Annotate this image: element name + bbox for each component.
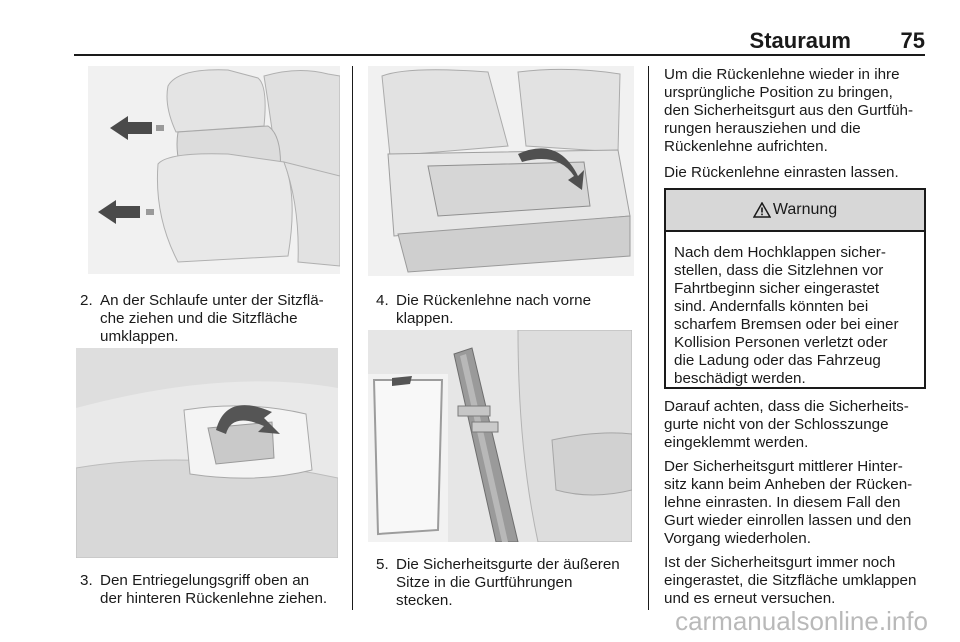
watermark: carmanualsonline.info [675, 606, 928, 636]
warning-title: Warnung [772, 201, 838, 218]
paragraph-retry [664, 554, 928, 608]
step-text [396, 292, 638, 328]
paragraph-engage-backrest [664, 164, 928, 182]
step-3 [80, 572, 342, 610]
text-line: beschädigt werden. [674, 370, 806, 387]
section-title: Stauraum [749, 28, 851, 53]
step-line: umklappen. [100, 328, 179, 345]
step-line: che ziehen und die Sitzfläche [100, 310, 298, 327]
text-line: stellen, dass die Sitzlehnen vor [674, 262, 884, 279]
text-line: eingeklemmt werden. [664, 434, 809, 451]
text-line: Ist der Sicherheitsgurt immer noch [664, 554, 896, 571]
text-line: Darauf achten, dass die Sicherheits- [664, 398, 909, 415]
step-4 [376, 292, 638, 330]
figure-seat-loops [88, 66, 340, 274]
text-line: Kollision Personen verletzt oder [674, 334, 888, 351]
figure-release-handle [76, 348, 338, 558]
step-line: stecken. [396, 592, 453, 609]
figure-belt-guides [368, 330, 632, 542]
text-line: gurte nicht von der Schlosszunge [664, 416, 889, 433]
step-text [100, 572, 342, 608]
text-line: den Sicherheitsgurt aus den Gurtfüh- [664, 102, 914, 119]
text-line: Die Rückenlehne einrasten lassen. [664, 164, 899, 181]
text-line: Vorgang wiederholen. [664, 530, 811, 547]
step-line: Die Sicherheitsgurte der äußeren [396, 556, 620, 573]
step-5 [376, 556, 638, 612]
text-line: ursprüngliche Position zu bringen, [664, 84, 893, 101]
backrest-fold-illustration [368, 66, 634, 276]
text-line: sind. Andernfalls könnten bei [674, 298, 869, 315]
text-line: Rückenlehne aufrichten. [664, 138, 828, 155]
step-number: 5. [376, 556, 389, 573]
warning-box [664, 188, 926, 389]
text-line: eingerastet, die Sitzfläche umklappen [664, 572, 917, 589]
text-line: Nach dem Hochklappen sicher- [674, 244, 886, 261]
text-line: Fahrtbeginn sicher eingerastet [674, 280, 880, 297]
seat-loops-illustration [88, 66, 340, 274]
column-divider-2 [648, 66, 649, 610]
step-text [100, 292, 342, 346]
text-line: Gurt wieder einrollen lassen und den [664, 512, 912, 529]
step-line: der hinteren Rückenlehne ziehen. [100, 590, 328, 607]
step-number: 4. [376, 292, 389, 309]
text-line: scharfem Bremsen oder bei einer [674, 316, 899, 333]
text-line: Der Sicherheitsgurt mittlerer Hinter- [664, 458, 903, 475]
text-line: sitz kann beim Anheben der Rücken- [664, 476, 913, 493]
page-number: 75 [900, 28, 925, 53]
page-header [74, 26, 925, 52]
warning-body [666, 232, 924, 388]
text-line: lehne einrasten. In diesem Fall den [664, 494, 901, 511]
column-divider-1 [352, 66, 353, 610]
step-line: An der Schlaufe unter der Sitzflä- [100, 292, 324, 309]
release-handle-illustration [76, 348, 338, 558]
step-line: klappen. [396, 310, 454, 327]
step-text [396, 556, 638, 610]
header-rule [74, 54, 925, 56]
step-number: 3. [80, 572, 93, 589]
step-number: 2. [80, 292, 93, 309]
text-line: die Ladung oder das Fahrzeug [674, 352, 881, 369]
paragraph-restore-backrest [664, 66, 928, 156]
text-line: rungen herausziehen und die [664, 120, 861, 137]
paragraph-middle-belt [664, 458, 928, 548]
text-line: und es erneut versuchen. [664, 590, 836, 607]
warning-header [666, 190, 924, 232]
belt-guides-illustration [368, 330, 632, 542]
warning-triangle-icon [753, 202, 771, 218]
step-line: Die Rückenlehne nach vorne [396, 292, 592, 309]
paragraph-belt-clamp [664, 398, 928, 452]
text-line: Um die Rückenlehne wieder in ihre [664, 66, 900, 83]
step-line: Den Entriegelungsgriff oben an [100, 572, 310, 589]
step-line: Sitze in die Gurtführungen [396, 574, 573, 591]
step-2 [80, 292, 342, 348]
figure-backrest-fold [368, 66, 634, 276]
